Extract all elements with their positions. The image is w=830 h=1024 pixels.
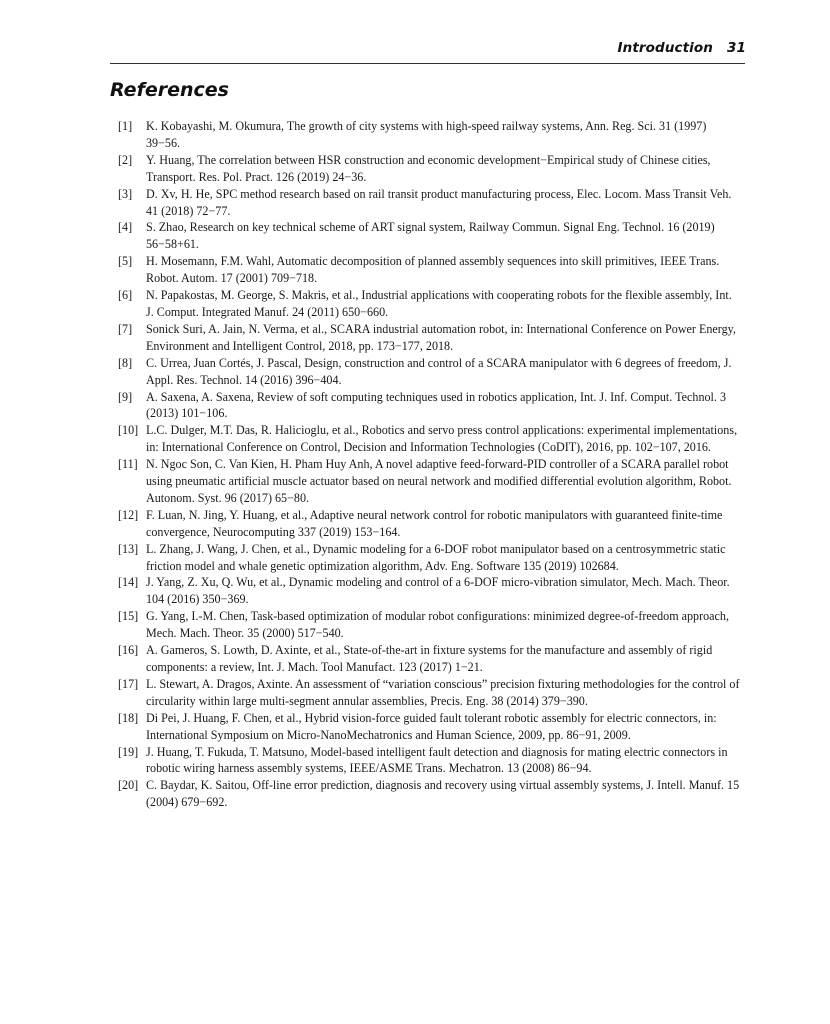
reference-text: Y. Huang, The correlation between HSR construction and economic development−Empirical study of Chinese cities, Transport. Res. Pol. Pract. 126 (2019) 24−36. (146, 152, 711, 184)
reference-number: [16] (118, 643, 139, 658)
reference-number: [10] (118, 423, 139, 438)
reference-text: Sonick Suri, A. Jain, N. Verma, et al., SCARA industrial automation robot, in: International Conference on Power Energy, Environment and Intelligent Control, 2018, pp. 173−177, 2018. (146, 321, 736, 353)
reference-number: [20] (118, 778, 139, 793)
reference-text: K. Kobayashi, M. Okumura, The growth of city systems with high-speed railway systems, Ann. Reg. Sci. 31 (1997) 39−56. (146, 119, 707, 150)
reference-text: N. Ngoc Son, C. Van Kien, H. Pham Huy Anh, A novel adaptive feed-forward-PID controller of a SCARA parallel robot using pneumatic artificial muscle actuator based on neural network and modified differential evolution algorithm, Robot. Autonom. Syst. 96 (2017) 65−80. (146, 457, 732, 505)
reference-text: A. Saxena, A. Saxena, Review of soft computing techniques used in robotics application, Int. J. Inf. Comput. Technol. 3 (2013) 101−106. (146, 389, 726, 421)
page-number: 31 (727, 40, 746, 56)
reference-item (118, 507, 740, 541)
reference-text: N. Papakostas, M. George, S. Makris, et al., Industrial applications with cooperating robots for the flexible assembly, Int. J. Comput. Integrated Manuf. 24 (2011) 650−660. (146, 288, 732, 319)
reference-number: [4] (118, 220, 133, 235)
header-rule (110, 63, 745, 64)
reference-text: J. Yang, Z. Xu, Q. Wu, et al., Dynamic modeling and control of a 6-DOF micro-vibration simulator, Mech. Mach. Theor. 104 (2016) 350−369. (146, 575, 730, 607)
reference-text: F. Luan, N. Jing, Y. Huang, et al., Adaptive neural network control for robotic manipulators with guaranteed finite-time convergence, Neurocomputing 337 (2019) 153−164. (146, 507, 723, 539)
section-title: References (110, 79, 229, 101)
reference-list (118, 118, 740, 811)
reference-number: [17] (118, 676, 139, 691)
reference-number: [6] (118, 288, 133, 303)
reference-item (118, 608, 740, 642)
reference-item (118, 152, 740, 186)
reference-text: G. Yang, I.-M. Chen, Task-based optimization of modular robot configurations: minimized degree-of-freedom approach, Mech. Mach. Theor. 35 (2000) 517−540. (146, 609, 729, 641)
chapter-title: Introduction (617, 40, 713, 56)
reference-text: H. Mosemann, F.M. Wahl, Automatic decomposition of planned assembly sequences into skill primitives, IEEE Trans. Robot. Autom. 17 (2001) 709−718. (146, 254, 720, 286)
reference-item (118, 219, 740, 253)
reference-text: C. Urrea, Juan Cortés, J. Pascal, Design, construction and control of a SCARA manipulator with 6 degrees of freedom, J. Appl. Res. Technol. 14 (2016) 396−404. (146, 355, 732, 387)
reference-text: Di Pei, J. Huang, F. Chen, et al., Hybrid vision-force guided fault tolerant robotic assembly for electric connectors, in: International Symposium on Micro-NanoMechatronics and Human Science, 2009, pp. 86−91, 2009. (146, 710, 717, 742)
reference-number: [5] (118, 254, 133, 269)
reference-text: L. Stewart, A. Dragos, Axinte. An assessment of “variation conscious” precision fixturing methodologies for the control of circularity within large multi-segment annular assemblies, Precis. Eng. 38 (2014) 379−390. (146, 676, 740, 708)
running-header (618, 40, 746, 56)
reference-item (118, 355, 740, 389)
reference-item (118, 710, 740, 744)
reference-item (118, 186, 740, 220)
reference-number: [14] (118, 575, 139, 590)
reference-number: [12] (118, 507, 139, 522)
reference-text: S. Zhao, Research on key technical scheme of ART signal system, Railway Commun. Signal Eng. Technol. 16 (2019) 56−58+61. (146, 220, 715, 252)
reference-item (118, 422, 740, 456)
reference-item (118, 287, 740, 321)
reference-text: D. Xv, H. He, SPC method research based on rail transit product manufacturing process, Elec. Locom. Mass Transit Veh. 41 (2018) 72−77. (146, 186, 732, 218)
reference-number: [15] (118, 609, 139, 624)
reference-number: [9] (118, 389, 133, 404)
reference-item (118, 777, 740, 811)
reference-item (118, 574, 740, 608)
reference-item (118, 456, 740, 507)
reference-text: C. Baydar, K. Saitou, Off-line error prediction, diagnosis and recovery using virtual assembly systems, J. Intell. Manuf. 15 (2004) 679−692. (146, 778, 740, 810)
reference-text: J. Huang, T. Fukuda, T. Matsuno, Model-based intelligent fault detection and diagnosis for mating electric connectors in robotic wiring harness assembly systems, IEEE/ASME Trans. Mechatron. 13 (2008) 86−94. (146, 744, 728, 776)
reference-item (118, 253, 740, 287)
reference-text: L.C. Dulger, M.T. Das, R. Halicioglu, et al., Robotics and servo press control applications: experimental implementations, in: International Conference on Control, Decision and Information Technologies (CoDIT), 2016, pp. 102−107, 2016. (146, 423, 738, 455)
reference-item (118, 676, 740, 710)
reference-item (118, 389, 740, 423)
reference-number: [13] (118, 541, 139, 556)
reference-item (118, 744, 740, 778)
reference-number: [7] (118, 321, 133, 336)
reference-number: [18] (118, 710, 139, 725)
reference-number: [3] (118, 186, 133, 201)
reference-item (118, 642, 740, 676)
reference-item (118, 321, 740, 355)
reference-text: L. Zhang, J. Wang, J. Chen, et al., Dynamic modeling for a 6-DOF robot manipulator based on a centrosymmetric static friction model and whale genetic optimization algorithm, Adv. Eng. Software 135 (2019) 102684. (146, 541, 726, 573)
reference-item (118, 541, 740, 575)
reference-number: [8] (118, 355, 133, 370)
reference-number: [11] (118, 457, 138, 472)
reference-text: A. Gameros, S. Lowth, D. Axinte, et al., State-of-the-art in fixture systems for the manufacture and assembly of rigid components: a review, Int. J. Mach. Tool Manufact. 123 (2017) 1−21. (146, 643, 713, 674)
reference-item (118, 118, 740, 152)
reference-number: [2] (118, 152, 133, 167)
reference-number: [1] (118, 119, 133, 133)
reference-number: [19] (118, 744, 139, 759)
